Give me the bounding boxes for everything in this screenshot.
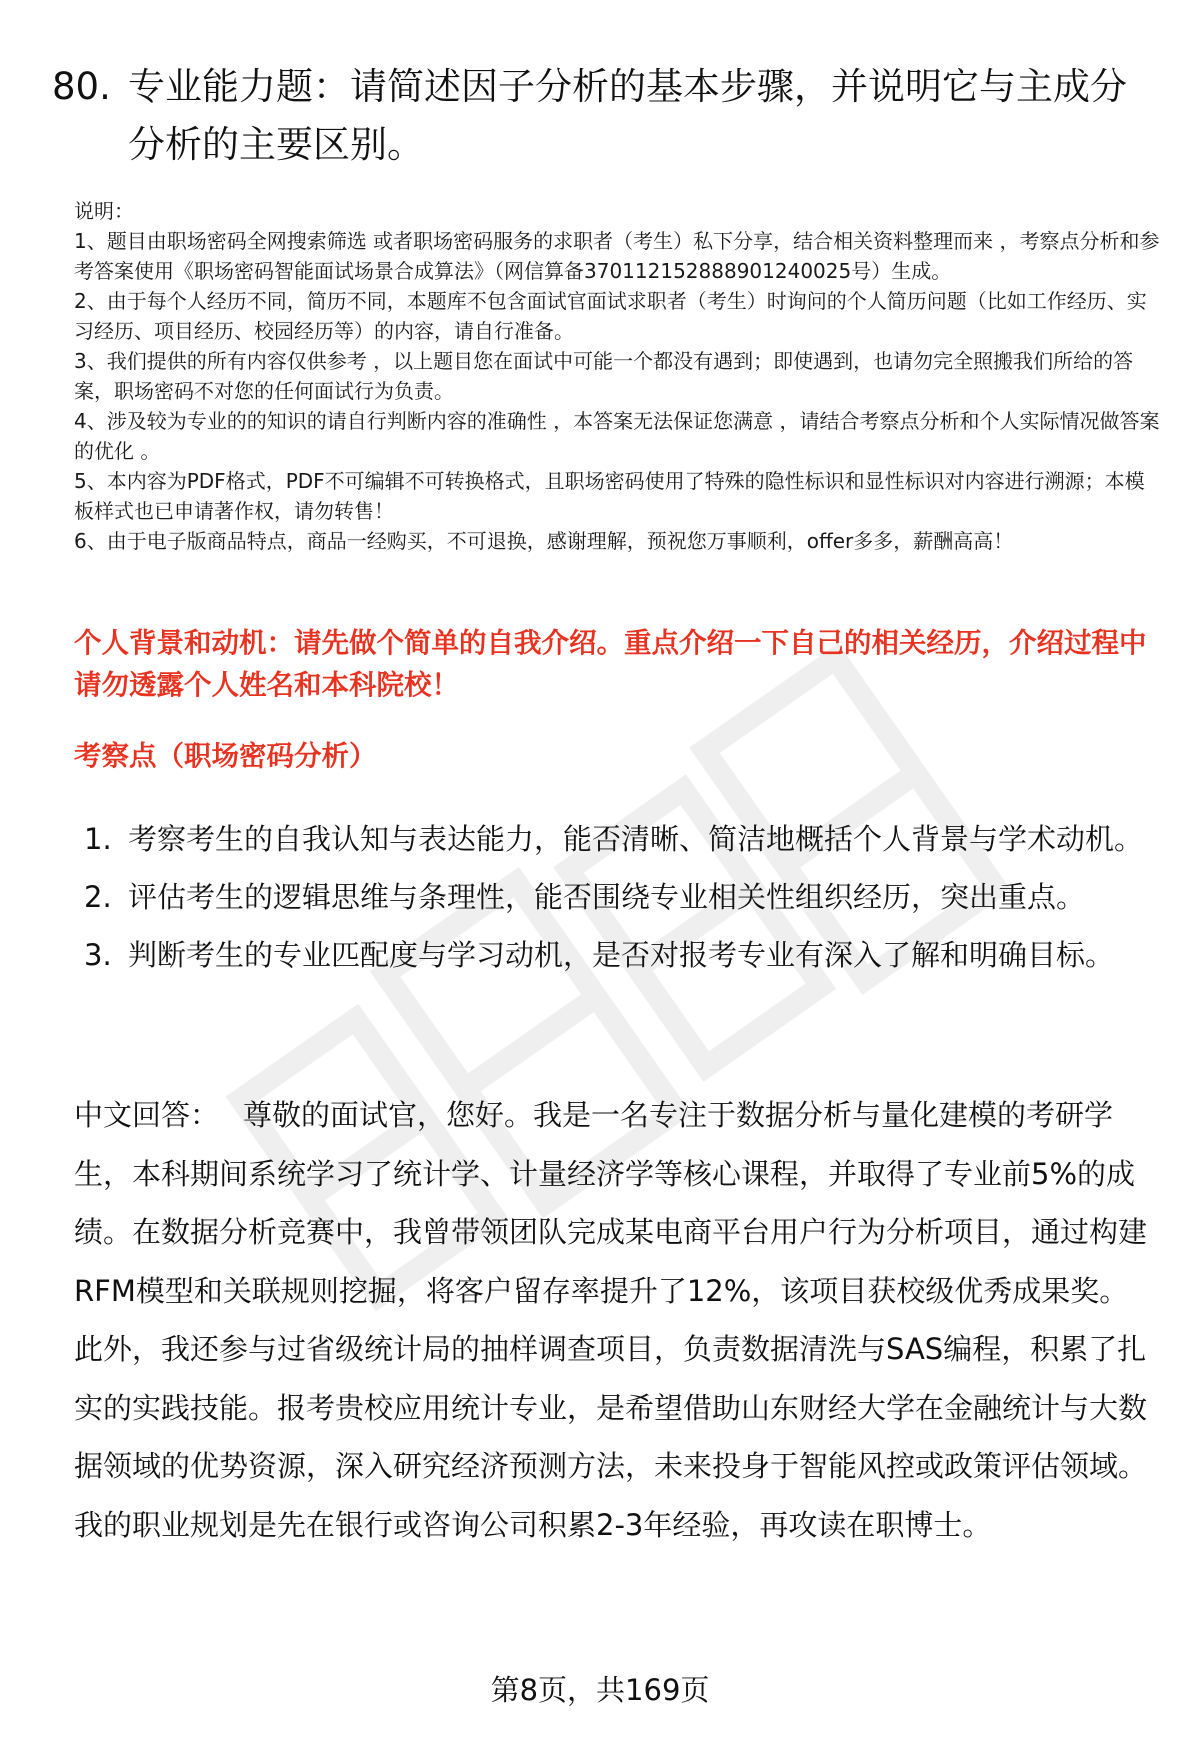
answer-text: 尊敬的面试官，您好。我是一名专注于数据分析与量化建模的考研学生，本科期间系统学习了统计学、计量经济学等核心课程，并取得了专业前5%的成绩。在数据分析竞赛中，我曾带领团队完成某电商平台用户行为分析项目，通过构建RFM模型和关联规则挖掘，将客户留存率提升了12%，该项目获校级优秀成果奖。此外，我还参与过省级统计局的抽样调查项目，负责数据清洗与SAS编程，积累了扎实的实践技能。报考贵校应用统计专业，是希望借助山东财经大学在金融统计与大数据领域的优势资源，深入研究经济预测方法，未来投身于智能风控或政策评估领域。我的职业规划是先在银行或咨询公司积累2-3年经验，再攻读在职博士。 xyxy=(74,1098,1148,1542)
question-heading xyxy=(52,58,1152,174)
point-text: 评估考生的逻辑思维与条理性，能否围绕专业相关性组织经历，突出重点。 xyxy=(128,880,1086,914)
analysis-points-list xyxy=(84,810,1144,984)
point-text: 考察考生的自我认知与表达能力，能否清晰、简洁地概括个人背景与学术动机。 xyxy=(128,822,1144,856)
notes-title: 说明： xyxy=(74,199,134,223)
note-item: 1、题目由职场密码全网搜索筛选 或者职场密码服务的求职者（考生）私下分享，结合相关资料整理而来 ，考察点分析和参考答案使用《职场密码智能面试场景合成算法》（网信算备370112152888901240025号）生成。 xyxy=(74,229,1160,283)
list-item xyxy=(84,810,1144,868)
background-question-title: 个人背景和动机：请先做个简单的自我介绍。重点介绍一下自己的相关经历，介绍过程中请勿透露个人姓名和本科院校！ xyxy=(74,627,1147,701)
note-item: 6、由于电子版商品特点，商品一经购买，不可退换，感谢理解，预祝您万事顺利，offer多多，薪酬高高！ xyxy=(74,529,1014,553)
note-item: 5、本内容为PDF格式，PDF不可编辑不可转换格式，且职场密码使用了特殊的隐性标识和显性标识对内容进行溯源；本模板样式也已申请著作权，请勿转售！ xyxy=(74,469,1145,523)
list-item xyxy=(84,926,1144,984)
point-number: 1. xyxy=(84,822,112,856)
answer-paragraph xyxy=(74,1086,1154,1554)
question-number: 80. xyxy=(52,65,111,108)
point-text: 判断考生的专业匹配度与学习动机，是否对报考专业有深入了解和明确目标。 xyxy=(128,938,1115,972)
analysis-heading: 考察点（职场密码分析） xyxy=(74,740,377,772)
page-footer: 第8页，共169页 xyxy=(490,1673,710,1707)
question-text: 专业能力题：请简述因子分析的基本步骤，并说明它与主成分分析的主要区别。 xyxy=(128,65,1127,166)
answer-label: 中文回答： xyxy=(74,1098,220,1132)
notes-section xyxy=(74,196,1164,556)
note-item: 4、涉及较为专业的的知识的请自行判断内容的准确性 ，本答案无法保证您满意 ，请结合考察点分析和个人实际情况做答案的优化 。 xyxy=(74,409,1160,463)
note-item: 2、由于每个人经历不同，简历不同，本题库不包含面试官面试求职者（考生）时询问的个人简历问题（比如工作经历、实习经历、项目经历、校园经历等）的内容，请自行准备。 xyxy=(74,289,1147,343)
note-item: 3、我们提供的所有内容仅供参考 ，以上题目您在面试中可能一个都没有遇到；即使遇到，也请勿完全照搬我们所给的答案，职场密码不对您的任何面试行为负责。 xyxy=(74,349,1134,403)
point-number: 3. xyxy=(84,938,112,972)
list-item xyxy=(84,868,1144,926)
point-number: 2. xyxy=(84,880,112,914)
